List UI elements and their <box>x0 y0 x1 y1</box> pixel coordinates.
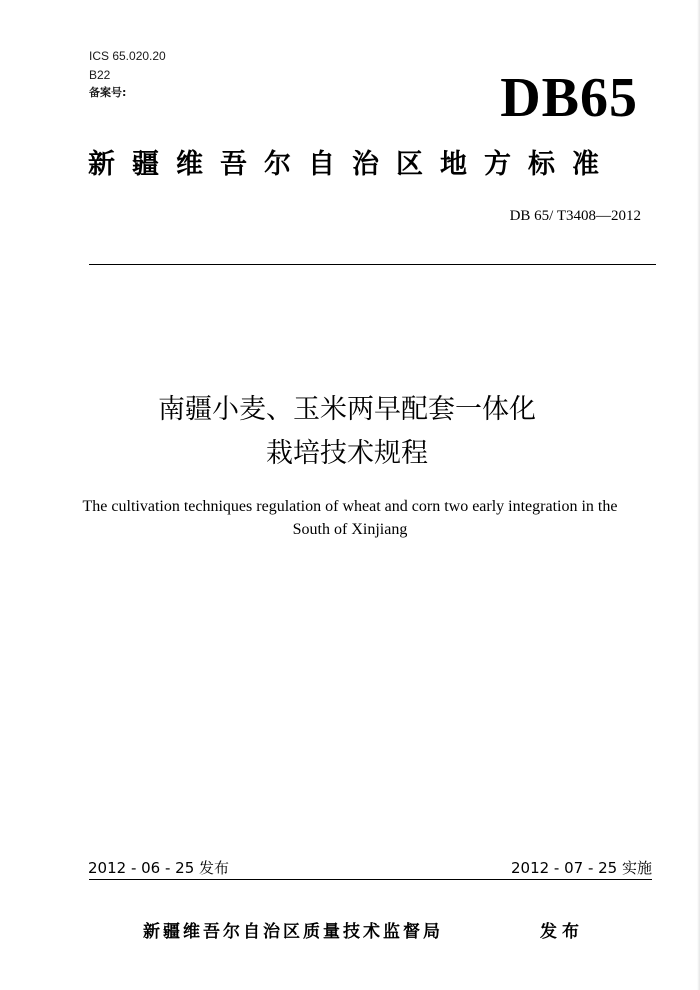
classification-code: B22 <box>89 68 111 82</box>
db-code-logo: DB65 <box>500 67 638 129</box>
english-title-line-1: The cultivation techniques regulation of wheat and corn two early integration in the <box>82 498 618 515</box>
document-title-line-1: 南疆小麦、玉米两早配套一体化 <box>158 394 536 425</box>
document-title-line-2: 栽培技术规程 <box>266 438 428 469</box>
record-number-label: 备案号: <box>89 86 127 99</box>
ics-code: ICS 65.020.20 <box>89 49 166 63</box>
issue-date: 2012 - 06 - 25 发布 <box>88 859 230 877</box>
implementation-date: 2012 - 07 - 25 实施 <box>510 859 652 877</box>
bottom-divider <box>89 879 652 880</box>
issuer-name: 新疆维吾尔自治区质量技术监督局 <box>143 922 443 942</box>
organization-title: 新疆维吾尔自治区地方标准 <box>88 149 616 180</box>
standard-number: DB 65/ T3408—2012 <box>509 208 641 224</box>
issuer-action: 发布 <box>540 922 584 942</box>
top-divider <box>89 264 656 265</box>
english-title-line-2: South of Xinjiang <box>292 521 408 538</box>
